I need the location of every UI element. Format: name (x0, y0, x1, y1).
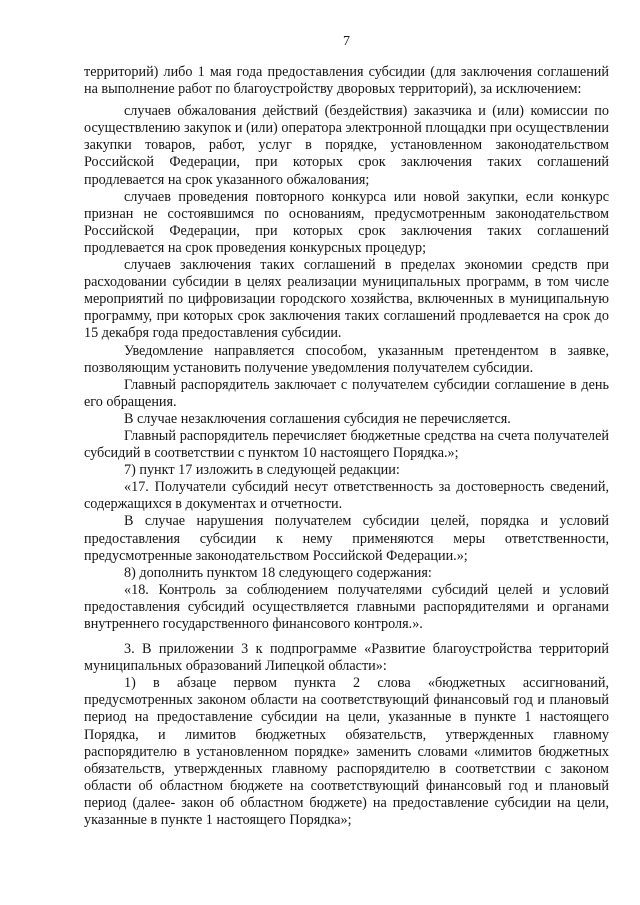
page-number: 7 (343, 34, 350, 49)
paragraph-item-7: 7) пункт 17 изложить в следующей редакции: (124, 462, 400, 479)
paragraph-section-3: 3. В приложении 3 к подпрограмме «Развитие благоустройства территорий муниципальных образований Липецкой области»: (84, 641, 609, 675)
paragraph-clause-17: «17. Получатели субсидий несут ответственность за достоверность сведений, содержащихся в документах и отчетности. (84, 479, 609, 513)
paragraph-funds-transfer: Главный распорядитель перечисляет бюджетные средства на счета получателей субсидий в соответствии с пунктом 10 настоящего Порядка.»; (84, 427, 609, 462)
paragraph-appeal-cases: случаев обжалования действий (бездействия) заказчика и (или) комиссии по осуществлению закупок и (или) оператора электронной площадки при осуществлении закупки товаров, работ, услуг в порядке, установленном законодательством Российской Федерации, при которых срок заключения таких соглашений продлевается на срок указанного обжалования; (84, 103, 609, 188)
paragraph-savings-cases: случаев заключения таких соглашений в пределах экономии средств при расходовании субсидии в целях реализации муниципальных программ, в том числе мероприятий по цифровизации городского хозяйства, включенных в муниципальную программу, при которых срок заключения таких соглашений продлевается на срок до 15 декабря года предоставления субсидии. (84, 257, 609, 342)
paragraph-continuation: территорий) либо 1 мая года предоставления субсидии (для заключения соглашений на выполнение работ по благоустройству дворовых территорий), за исключением: (84, 64, 609, 98)
paragraph-agreement-day: Главный распорядитель заключает с получателем субсидии соглашение в день его обращения. (84, 376, 609, 410)
document-body (84, 64, 609, 829)
paragraph-clause-18: «18. Контроль за соблюдением получателями субсидий целей и условий предоставления субсидий осуществляется главными распорядителями и органами внутреннего государственного финансового контроля.». (84, 581, 609, 632)
paragraph-violation: В случае нарушения получателем субсидии целей, порядка и условий предоставления субсидии к нему применяются меры ответственности, предусмотренные законодательством Российской Федерации.»; (84, 513, 609, 564)
paragraph-repeat-tender-cases: случаев проведения повторного конкурса или новой закупки, если конкурс признан не состоявшимся по основаниям, предусмотренным законодательством Российской Федерации, при которых срок заключения таких соглашений продлевается на срок проведения конкурсных процедур; (84, 188, 609, 256)
paragraph-no-transfer: В случае незаключения соглашения субсидия не перечисляется. (124, 410, 511, 427)
paragraph-notification: Уведомление направляется способом, указанным претендентом в заявке, позволяющим установить получение уведомления получателем субсидии. (84, 342, 609, 376)
paragraph-item-1: 1) в абзаце первом пункта 2 слова «бюджетных ассигнований, предусмотренных законом области на соответствующий финансовый год и плановый период на предоставление субсидии на цели, указанные в пункте 1 настоящего Порядка, и лимитов бюджетных обязательств, утвержденных главному распорядителю в установленном порядке» заменить словами «лимитов бюджетных обязательств, утвержденных главному распорядителю в соответствии с законом области об областном бюджете на соответствующий финансовый год и плановый период (далее- закон об областном бюджете) на предоставление субсидии на цели, указанные в пункте 1 настоящего Порядка»; (84, 675, 609, 829)
paragraph-item-8: 8) дополнить пунктом 18 следующего содержания: (124, 564, 432, 581)
